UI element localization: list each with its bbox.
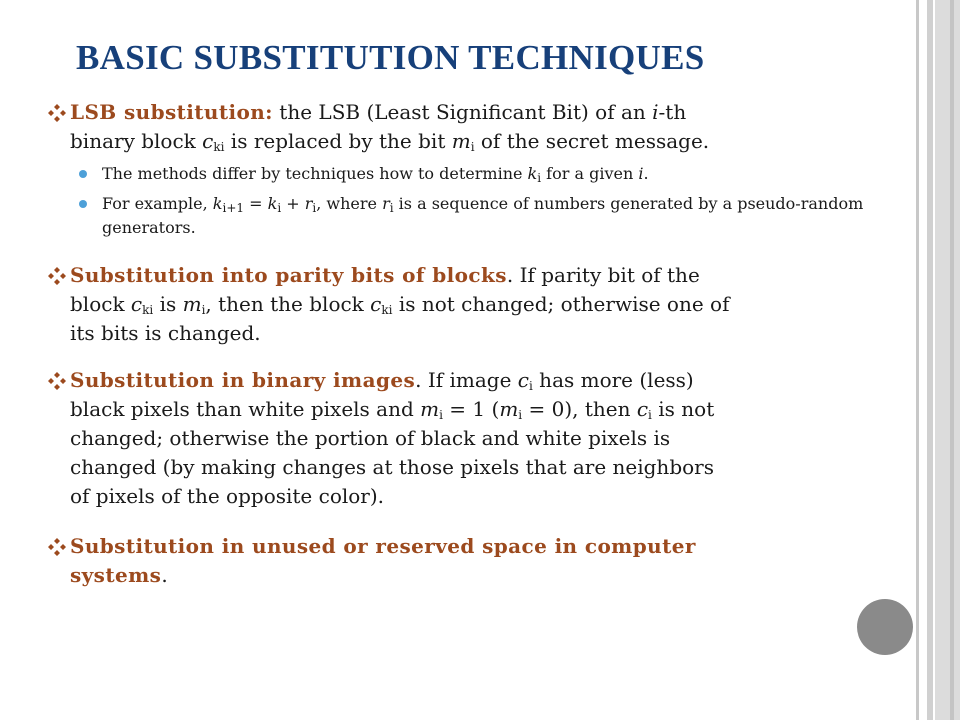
var-k: k xyxy=(527,164,538,183)
circle-icon xyxy=(857,599,913,655)
bullet-lead: systems xyxy=(70,563,162,587)
var-m: m xyxy=(499,397,519,421)
text: is not xyxy=(651,397,715,421)
var-c: c xyxy=(517,368,529,392)
text: of the secret message. xyxy=(474,129,710,153)
dot-bullet-icon xyxy=(79,200,87,208)
four-diamond-bullet-icon xyxy=(48,538,66,556)
bullet-parity-bits xyxy=(48,261,888,348)
var-m: m xyxy=(451,129,471,153)
subscript: ki xyxy=(142,303,154,317)
text: The methods differ by techniques how to determine xyxy=(102,164,528,183)
var-i: i xyxy=(638,164,644,183)
text: , then the block xyxy=(205,292,371,316)
sub-bullet-example xyxy=(48,192,888,240)
var-c: c xyxy=(202,129,214,153)
text: . If parity bit of the xyxy=(506,263,700,287)
text-line: by a pseudo-random generators. xyxy=(102,194,864,237)
text: . xyxy=(643,164,649,183)
sub-bullet-methods xyxy=(48,162,888,186)
four-diamond-bullet-icon xyxy=(48,372,66,390)
slide-body xyxy=(48,98,888,590)
bullet-lead: Substitution in binary images xyxy=(70,368,416,392)
var-c: c xyxy=(130,292,143,316)
subscript: i xyxy=(537,171,542,185)
text-line: of pixels of the opposite color). xyxy=(70,484,385,508)
subscript: i xyxy=(439,408,443,422)
var-i: i xyxy=(652,100,659,124)
subscript: i+1 xyxy=(222,201,245,215)
bullet-lsb-substitution xyxy=(48,98,888,156)
var-m: m xyxy=(420,397,440,421)
text: is not changed; otherwise one of xyxy=(392,292,730,316)
text: = 1 ( xyxy=(442,397,500,421)
text: -th xyxy=(658,100,687,124)
text: black pixels than white pixels and xyxy=(70,397,421,421)
text: = 0), then xyxy=(522,397,637,421)
var-r: r xyxy=(382,194,390,213)
bullet-lead: Substitution into parity bits of blocks xyxy=(70,263,507,287)
text: for a given xyxy=(541,164,639,183)
text: + xyxy=(281,194,305,213)
subscript: i xyxy=(518,408,523,422)
text-line: changed; otherwise the portion of black and white pixels is xyxy=(70,426,671,450)
text-line xyxy=(70,127,888,156)
text: is a sequence of numbers generated xyxy=(393,194,694,213)
text: For example, xyxy=(102,194,213,213)
bullet-lead: LSB substitution: xyxy=(70,100,273,124)
bullet-lead: Substitution in unused or reserved space in computer xyxy=(70,534,696,558)
subscript: i xyxy=(528,379,533,393)
text: has more (less) xyxy=(532,368,694,392)
subscript: ki xyxy=(213,140,225,154)
text-line: changed (by making changes at those pixels that are neighbors xyxy=(70,455,714,479)
bullet-binary-images xyxy=(48,366,888,511)
decorative-rail xyxy=(927,0,933,720)
text: , where xyxy=(316,194,383,213)
four-diamond-bullet-icon xyxy=(48,104,66,122)
subscript: i xyxy=(648,408,652,422)
var-r: r xyxy=(304,194,313,213)
text: is replaced by the bit xyxy=(224,129,452,153)
subscript: i xyxy=(470,140,475,154)
text: = xyxy=(244,194,268,213)
subscript: i xyxy=(389,201,394,215)
text: . xyxy=(161,563,168,587)
var-c: c xyxy=(636,397,649,421)
var-k: k xyxy=(267,194,278,213)
decorative-rail xyxy=(916,0,919,720)
subscript: i xyxy=(277,201,282,215)
bullet-unused-space xyxy=(48,532,888,590)
subscript: i xyxy=(312,201,317,215)
decorative-rail xyxy=(935,0,960,720)
text: . If image xyxy=(415,368,518,392)
subscript: ki xyxy=(381,303,393,317)
text-line xyxy=(70,395,888,424)
text: is xyxy=(153,292,183,316)
var-c: c xyxy=(370,292,382,316)
decorative-rail xyxy=(950,0,954,720)
var-k: k xyxy=(212,194,223,213)
text: binary block xyxy=(70,129,203,153)
text: the LSB (Least Significant Bit) of an xyxy=(272,100,653,124)
slide-title: BASIC SUBSTITUTION TECHNIQUES xyxy=(76,38,705,77)
text-line xyxy=(70,561,888,590)
subscript: i xyxy=(201,303,206,317)
text-line: its bits is changed. xyxy=(70,321,261,345)
text: block xyxy=(70,292,131,316)
dot-bullet-icon xyxy=(79,170,87,178)
var-m: m xyxy=(182,292,202,316)
text-line xyxy=(70,290,888,319)
four-diamond-bullet-icon xyxy=(48,267,66,285)
